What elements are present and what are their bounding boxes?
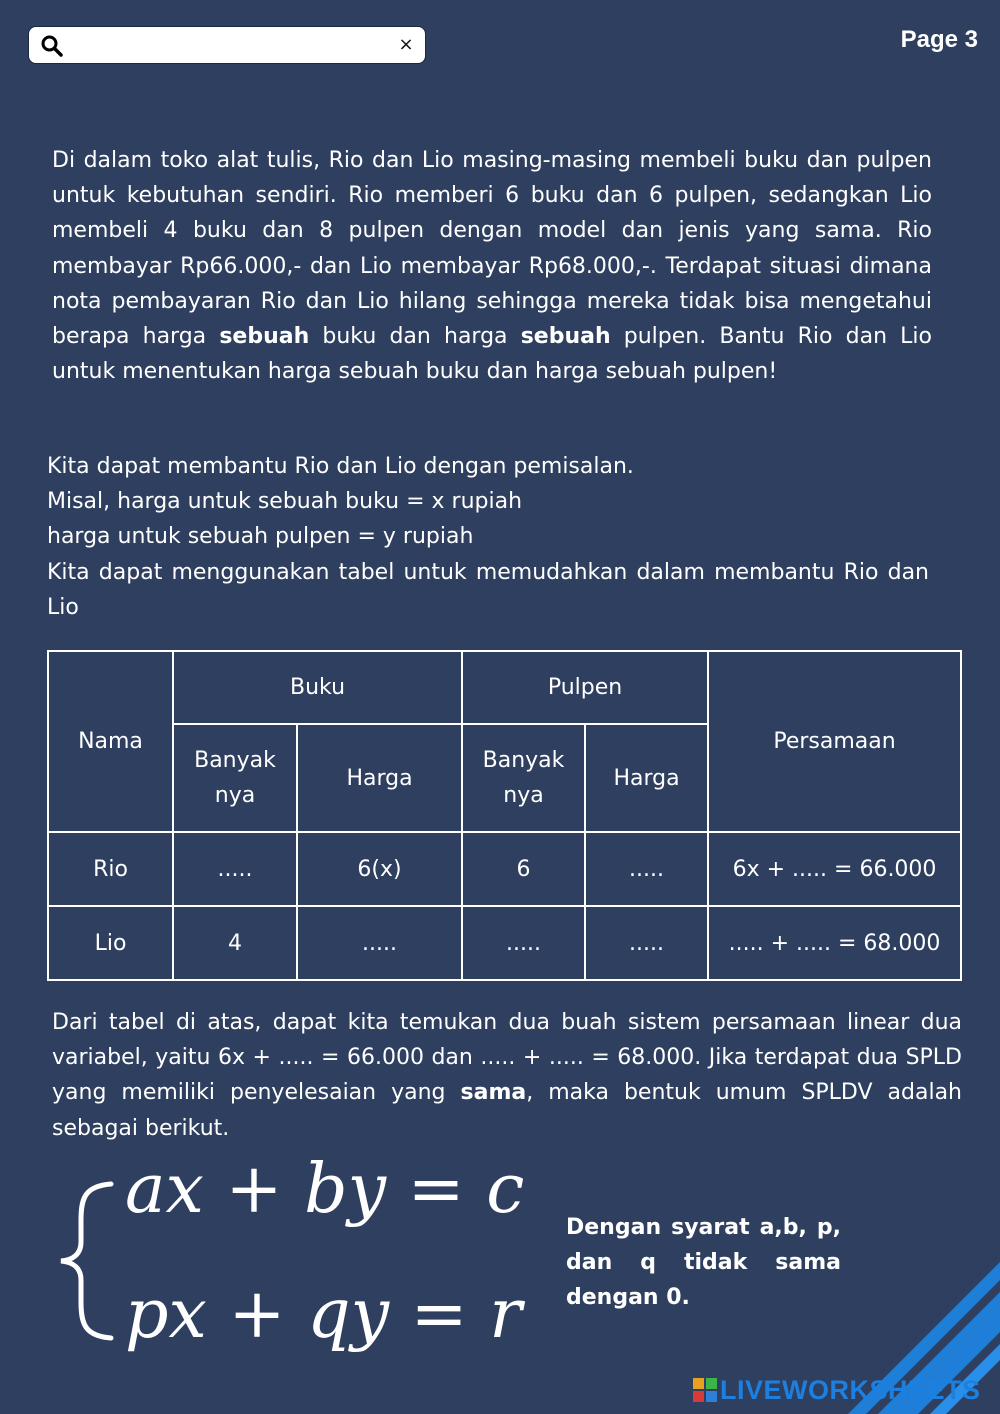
table-row	[48, 906, 961, 980]
intro-bold-2: sebuah	[520, 324, 611, 350]
header-persamaan: Persamaan	[708, 651, 961, 832]
conclusion	[52, 1005, 962, 1146]
explain-line-1: Kita dapat membantu Rio dan Lio dengan pemisalan.	[47, 454, 634, 479]
clear-search-button[interactable]: ×	[398, 34, 414, 55]
explain-line-3: harga untuk sebuah pulpen = y rupiah	[47, 524, 474, 550]
table-row	[48, 832, 961, 906]
search-bar[interactable]	[28, 26, 426, 64]
cell-pulpen-banyak: 6	[462, 832, 585, 906]
search-icon[interactable]	[40, 34, 64, 58]
cell-pulpen-harga[interactable]: .....	[585, 906, 708, 980]
cell-pulpen-harga[interactable]: .....	[585, 832, 708, 906]
explain-line-2: Misal, harga untuk sebuah buku = x rupiah	[47, 489, 523, 515]
conclusion-text-1: Dari tabel di atas, dapat kita temukan dua buah sistem persamaan linear dua variabel, yaitu 6x + ..... = 66.000 dan ..... + ..... = 68.000. Jika terdapat dua SPLD yang memiliki penyelesaian yang	[52, 1010, 962, 1106]
cell-buku-banyak: 4	[173, 906, 297, 980]
equation-line-2: px + qy = r	[125, 1275, 522, 1354]
header-pulpen-harga: Harga	[585, 724, 708, 832]
cell-nama: Rio	[48, 832, 173, 906]
brand-watermark: LIVEWORKSHEETS	[720, 1375, 981, 1405]
cell-nama: Lio	[48, 906, 173, 980]
intro-text-2: buku dan harga	[309, 324, 521, 350]
header-nama: Nama	[48, 651, 173, 832]
cell-persamaan[interactable]: 6x + ..... = 66.000	[708, 832, 961, 906]
cell-pulpen-banyak[interactable]: .....	[462, 906, 585, 980]
intro-text-3: pulpen. Bantu Rio dan Lio untuk menentukan harga sebuah buku dan harga sebuah pulpen!	[52, 324, 932, 385]
cell-buku-harga: 6(x)	[297, 832, 462, 906]
cell-buku-banyak[interactable]: .....	[173, 832, 297, 906]
header-buku-banyak: Banyak nya	[173, 724, 297, 832]
equation-line-1: ax + by = c	[125, 1150, 525, 1229]
conclusion-text-2: , maka bentuk umum SPLDV adalah sebagai berikut.	[52, 1080, 962, 1141]
page-number: Page 3	[900, 26, 978, 53]
problem-statement	[52, 143, 932, 389]
left-brace-icon	[55, 1180, 117, 1342]
header-pulpen: Pulpen	[462, 651, 708, 724]
purchase-table	[47, 650, 962, 981]
conclusion-bold: sama	[460, 1080, 527, 1106]
header-pulpen-banyak: Banyak nya	[462, 724, 585, 832]
cell-persamaan[interactable]: ..... + ..... = 68.000	[708, 906, 961, 980]
intro-bold-1: sebuah	[219, 324, 310, 350]
header-buku-harga: Harga	[297, 724, 462, 832]
cell-buku-harga[interactable]: .....	[297, 906, 462, 980]
explain-line-4: Kita dapat menggunakan tabel untuk memudahkan dalam membantu Rio dan Lio	[47, 559, 929, 620]
intro-text-1: Di dalam toko alat tulis, Rio dan Lio masing-masing membeli buku dan pulpen untuk kebutuhan sendiri. Rio memberi 6 buku dan 6 pulpen, sedangkan Lio membeli 4 buku dan 8 pulpen dengan model dan jenis yang sama. Rio membayar Rp66.000,- dan Lio membayar Rp68.000,-. Terdapat situasi dimana nota pembayaran Rio dan Lio hilang sehingga mereka tidak bisa mengetahui berapa harga	[52, 148, 932, 350]
search-input[interactable]	[73, 32, 387, 60]
header-buku: Buku	[173, 651, 462, 724]
explanation	[47, 449, 929, 625]
spldv-equation	[55, 1150, 535, 1360]
condition-note: Dengan syarat a,b, p, dan q tidak sama dengan 0.	[566, 1215, 841, 1310]
liveworksheets-logo-icon	[693, 1378, 717, 1402]
